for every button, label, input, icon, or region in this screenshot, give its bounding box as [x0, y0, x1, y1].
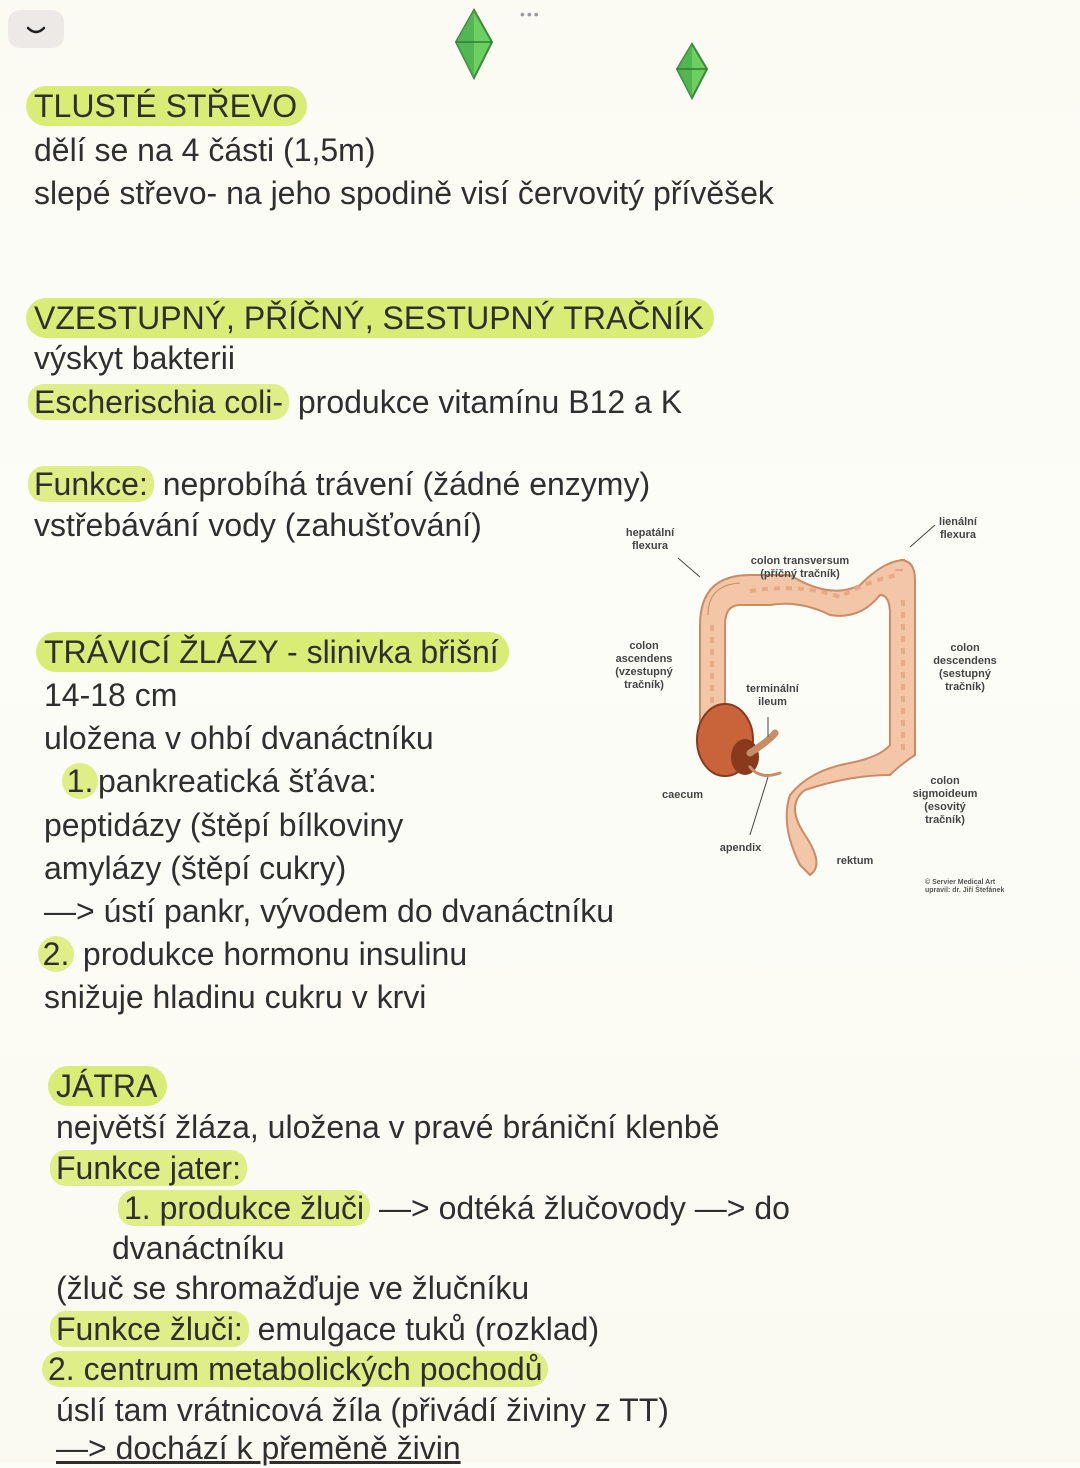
chevron-down-icon [8, 10, 64, 48]
label-line: (vzestupný [615, 666, 673, 678]
highlight-text [42, 1351, 548, 1387]
back-button[interactable] [8, 10, 64, 48]
image-credit [925, 879, 1004, 895]
label-transversum [735, 555, 865, 581]
credit-line: upravil: dr. Jiří Štefánek [925, 887, 1005, 894]
label-line: tračník) [925, 814, 965, 826]
heading-text: VZESTUPNÝ, PŘÍČNÝ, SESTUPNÝ TRAČNÍK [26, 298, 714, 338]
heading-jatra [56, 1066, 167, 1106]
label-line: (příčný tračník) [760, 568, 840, 580]
text-span: produkce hormonu insulinu [74, 936, 468, 972]
text-line: výskyt bakterii [34, 340, 235, 376]
text-line-funkce-zluci [56, 1309, 599, 1349]
text-line: dělí se na 4 části (1,5m) [34, 132, 376, 168]
label-line: colon transversum [750, 555, 850, 567]
heading-slinivka [44, 632, 509, 672]
highlight-text: Funkce žluči: [50, 1311, 249, 1347]
label-line: lienální [939, 516, 977, 528]
label-ileum [735, 683, 810, 709]
label-sigmoideum [905, 775, 985, 827]
heading-tracnik [34, 298, 714, 338]
label-lienalni [918, 516, 998, 542]
label-hepatalni [610, 527, 690, 553]
text-line: vstřebávání vody (zahušťování) [34, 507, 482, 543]
label-line: (sestupný [939, 668, 991, 680]
text-line-num2 [38, 934, 467, 974]
label-line: ileum [758, 696, 787, 708]
label-apendix: apendix [719, 842, 762, 854]
text-span: neprobíhá trávení (žádné enzymy) [153, 466, 651, 502]
highlight-text: 1. produkce žluči [118, 1190, 370, 1226]
label-line: terminální [746, 683, 799, 695]
heading-text: TLUSTÉ STŘEVO [26, 86, 307, 126]
highlight-text: Funkce: [28, 466, 154, 502]
text-line: úslí tam vrátnicová žíla (přivádí živiny z TT) [56, 1392, 669, 1428]
text-line: největší žláza, uložena v pravé brániční klenbě [56, 1109, 720, 1145]
heading-tluste-strevo [34, 86, 307, 126]
label-line: colon [629, 640, 659, 652]
heading-text: JÁTRA [48, 1066, 167, 1106]
text-line-num1 [62, 761, 377, 801]
credit-line: © Servier Medical Art [925, 879, 996, 886]
text-line: —> ústí pankr, vývodem do dvanáctníku [44, 893, 615, 929]
label-line: ascendens [615, 653, 673, 665]
text-line-funkce [34, 464, 650, 504]
text-line-ecoli [34, 382, 682, 422]
label-ascendens [604, 640, 684, 692]
colon-diagram [600, 505, 1040, 905]
green-gem-sticker-icon [452, 8, 496, 80]
more-options-icon[interactable]: ••• [520, 6, 541, 22]
number-badge: 1. [62, 763, 98, 799]
text-span: —> odtéká žlučovody —> do [370, 1190, 790, 1226]
green-gem-sticker-icon-small [674, 42, 710, 100]
highlight-text: Escherischia coli- [28, 384, 289, 420]
label-line: descendens [933, 655, 997, 667]
text-line-item1 [124, 1188, 790, 1228]
label-line: flexura [631, 540, 669, 552]
text-line: —> dochází k přeměně živin [56, 1430, 461, 1466]
text-line: peptidázy (štěpí bílkoviny [44, 807, 404, 843]
text-line: (žluč se shromažďuje ve žlučníku [56, 1270, 530, 1306]
label-line: (esovitý [924, 801, 966, 813]
text-span: pankreatická šťáva: [98, 763, 377, 799]
text-line: amylázy (štěpí cukry) [44, 850, 347, 886]
label-line: tračník) [624, 679, 664, 691]
highlight-text: Funkce jater: [50, 1150, 247, 1186]
text-line: uložena v ohbí dvanáctníku [44, 720, 434, 756]
heading-text: TRÁVICÍ ŽLÁZY - slinivka břišní [36, 632, 509, 672]
label-descendens [925, 642, 1005, 694]
text-line: slepé střevo- na jeho spodině visí červovitý přívěšek [34, 175, 774, 211]
number-badge: 2. [38, 936, 74, 972]
label-line: hepatální [625, 527, 675, 539]
label-line: tračník) [945, 681, 985, 693]
text-line-item2 [48, 1349, 548, 1389]
text-line: 14-18 cm [44, 677, 178, 713]
text-span: produkce vitamínu B12 a K [288, 384, 683, 420]
number-text: 2. [48, 1351, 75, 1387]
label-line: colon [950, 642, 980, 654]
text-line-funkce-jater [56, 1148, 247, 1188]
text-span: emulgace tuků (rozklad) [248, 1311, 600, 1347]
label-line: flexura [939, 529, 977, 541]
label-rektum: rektum [836, 855, 874, 867]
label-caecum: caecum [662, 789, 703, 801]
label-line: colon [930, 775, 960, 787]
text-line: dvanáctníku [112, 1230, 285, 1266]
text-line: snižuje hladinu cukru v krvi [44, 979, 427, 1015]
text-span: centrum metabolických pochodů [74, 1351, 543, 1387]
label-line: sigmoideum [912, 788, 978, 800]
